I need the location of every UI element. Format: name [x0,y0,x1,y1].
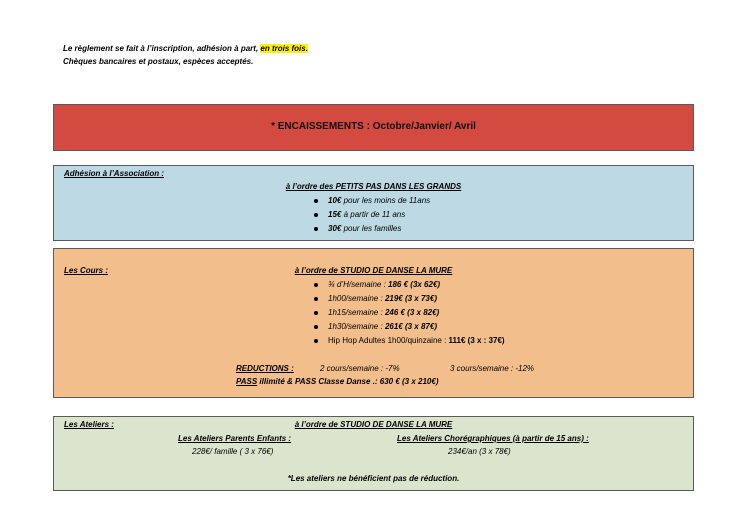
ateliers-title: Les Ateliers : [64,420,114,429]
cours-price-list [314,278,505,348]
choregraphiques-price: 234€/an (3 x 78€) [448,447,511,456]
list-item: ¾ d’H/semaine : 186 € (3x 62€) [314,278,505,292]
bullet-icon [314,213,318,217]
list-item: Hip Hop Adultes 1h00/quinzaine : 111€ (3 x : 37€) [314,334,505,348]
highlighted-text: en trois fois. [260,44,308,53]
bullet-icon [314,283,318,287]
intro-line-2: Chèques bancaires et postaux, espèces acceptés. [63,57,254,66]
cours-section [53,248,694,398]
list-item: 10€ pour les moins de 11ans [314,194,430,208]
encaissements-banner [53,104,694,151]
bullet-icon [314,325,318,329]
list-item: 1h00/semaine : 219€ (3 x 73€) [314,292,505,306]
adhesion-section [53,165,694,241]
bullet-icon [314,297,318,301]
bullet-icon [314,199,318,203]
reduction-two-courses: 2 cours/semaine : -7% [320,364,400,373]
banner-text: * ENCAISSEMENTS : Octobre/Janvier/ Avril [271,121,476,132]
ateliers-note: *Les ateliers ne bénéficient pas de réduction. [287,474,460,483]
list-item: 1h15/semaine : 246 € (3 x 82€) [314,306,505,320]
adhesion-price-list [314,194,430,236]
adhesion-title: Adhésion à l’Association : [64,169,165,178]
parents-enfants-price: 228€/ famille ( 3 x 76€) [192,447,274,456]
parents-enfants-title: Les Ateliers Parents Enfants : [178,434,292,443]
list-item: 30€ pour les familles [314,222,430,236]
pass-line: PASS illimité & PASS Classe Danse .: 630 € (3 x 210€) [236,377,439,386]
bullet-icon [314,339,318,343]
bullet-icon [314,227,318,231]
bullet-icon [314,311,318,315]
payment-intro [63,42,308,68]
list-item: 15€ à partir de 11 ans [314,208,430,222]
ateliers-section [53,416,694,491]
cours-title: Les Cours : [64,266,109,275]
intro-line-1: Le règlement se fait à l’inscription, adhésion à part, en trois fois. [63,44,308,53]
ateliers-order: à l’ordre de STUDIO DE DANSE LA MURE [294,420,453,429]
list-item: 1h30/semaine : 261€ (3 x 87€) [314,320,505,334]
cours-order: à l’ordre de STUDIO DE DANSE LA MURE [294,266,453,275]
choregraphiques-title: Les Ateliers Chorégraphiques (à partir de 15 ans) : [397,434,589,443]
reductions-label: REDUCTIONS : [236,364,294,373]
reduction-three-courses: 3 cours/semaine : -12% [450,364,535,373]
adhesion-order: à l’ordre des PETITS PAS DANS LES GRANDS [285,182,462,191]
